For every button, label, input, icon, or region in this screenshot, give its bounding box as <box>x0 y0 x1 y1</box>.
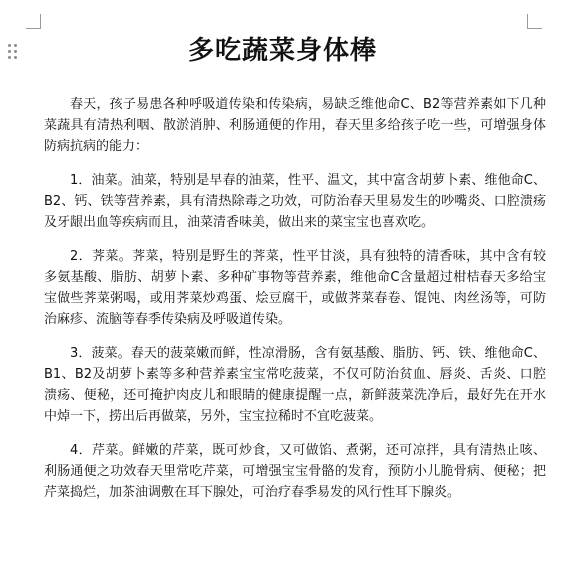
paragraph-celery[interactable]: 4．芹菜。鲜嫩的芹菜，既可炒食，又可做馅、煮粥，还可凉拌，具有清热止咳、利肠通便之功效春天里常吃芹菜，可增强宝宝骨骼的发育，预防小儿脆骨病、便秘；把芹菜捣烂，加茶油调敷在耳下腺处，可治疗春季易发的风行性耳下腺炎。 <box>44 443 546 500</box>
paragraph-rapeseed[interactable]: 1．油菜。油菜，特别是早春的油菜，性平、温文，其中富含胡萝卜素、维他命C、B2、钙、铁等营养素，具有清热除毒之功效，可防治春天里易发生的吵嘴炎、口腔溃疡及牙龈出血等疾病而且，油菜清香味美，做出来的菜宝宝也喜欢吃。 <box>44 173 546 230</box>
crop-mark-top-right <box>527 14 542 29</box>
paragraph-intro[interactable]: 春天，孩子易患各种呼吸道传染和传染病，易缺乏维他命C、B2等营养素如下几种菜蔬具有清热利咽、散淤消肿、利肠通便的作用，春天里多给孩子吃一些，可增强身体防病抗病的能力： <box>44 97 546 154</box>
document-body[interactable] <box>44 94 546 516</box>
crop-mark-top-left <box>26 14 41 29</box>
paragraph-spinach[interactable]: 3．菠菜。春天的菠菜嫩而鲜，性凉滑肠，含有氨基酸、脂肪、钙、铁、维他命C、B1、B2及胡萝卜素等多种营养素宝宝常吃菠菜，不仅可防治贫血、唇炎、舌炎、口腔溃疡、便秘，还可掩护肉皮儿和眼睛的健康提醒一点，新鲜菠菜洗净后，最好先在开水中焯一下，捞出后再做菜，另外，宝宝拉稀时不宜吃菠菜。 <box>44 346 546 424</box>
paragraph-shepherds-purse[interactable]: 2．荠菜。荠菜，特别是野生的荠菜，性平甘淡，具有独特的清香味，其中含有较多氨基酸、脂肪、胡萝卜素、多种矿事物等营养素，维他命C含量超过柑桔春天多给宝宝做些荠菜粥喝，或用荠菜炒鸡蛋、烩豆腐干，或做荠菜春卷、馄饨、肉丝汤等，可防治麻疹、流脑等春季传染病及呼吸道传染。 <box>44 249 546 327</box>
document-title[interactable]: 多吃蔬菜身体棒 <box>187 36 377 66</box>
